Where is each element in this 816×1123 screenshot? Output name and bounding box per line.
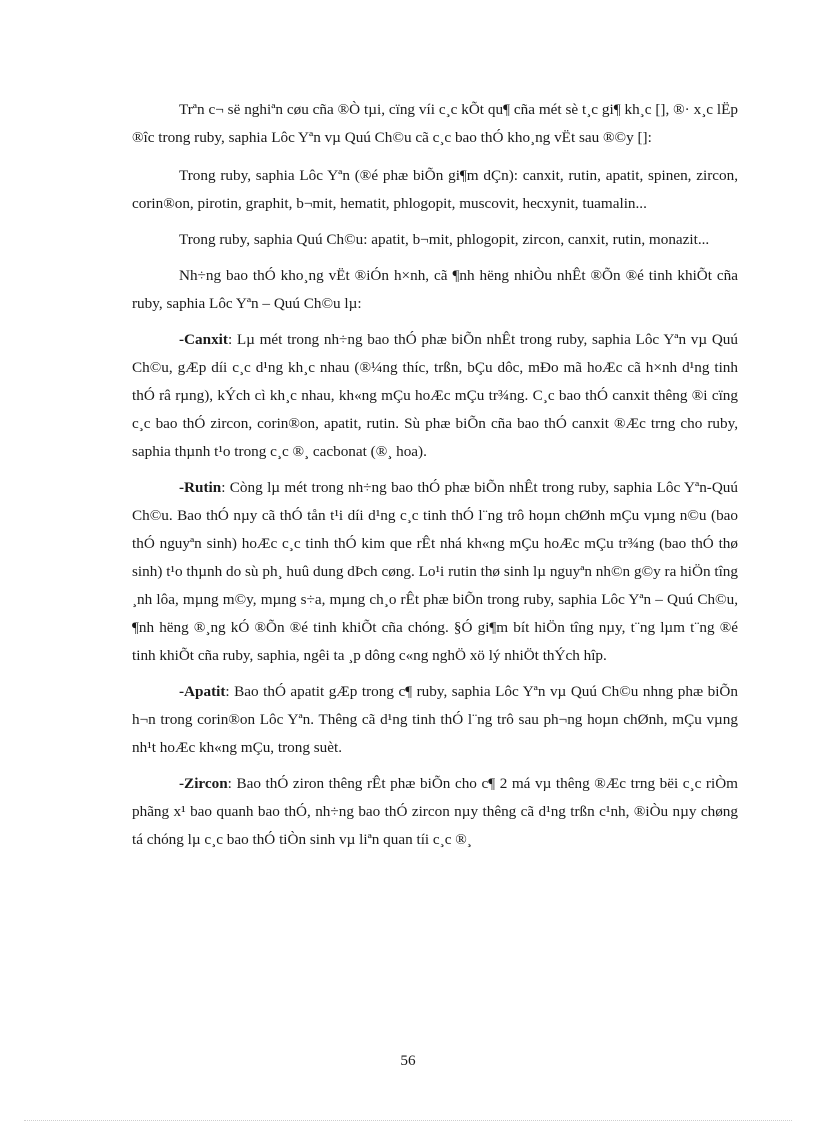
- paragraph-zircon-text: : Bao thÓ ziron thêng rÊt phæ biÕn cho c¶ 2 má vµ thêng ®Æc trng bëi c¸c riÒm phãng x¹ bao quanh bao thÓ, nh÷ng bao thÓ zircon nµy thêng cã d¹ng trßn c¹nh, ®iÒu nµy chøng tá chóng lµ c¸c bao thÓ tiÒn sinh vµ liªn quan tíi c¸c ®¸: [132, 775, 738, 848]
- paragraph-apatit: [132, 678, 738, 762]
- paragraph-typical-inclusions: [132, 262, 738, 318]
- page-body: [132, 96, 738, 862]
- paragraph-canxit: [132, 326, 738, 466]
- page-number: 56: [400, 1052, 416, 1069]
- term-apatit: -Apatit: [179, 683, 226, 700]
- paragraph-quy-chau-text: Trong ruby, saphia Quú Ch©u: apatit, b¬mit, phlogopit, zircon, canxit, rutin, monazit...: [179, 231, 710, 248]
- paragraph-intro: [132, 96, 738, 152]
- paragraph-apatit-text: : Bao thÓ apatit gÆp trong c¶ ruby, saphia Lôc Yªn vµ Quú Ch©u nhng phæ biÕn h¬n trong corin®on Lôc Yªn. Thêng cã d¹ng tinh thÓ l¨ng trô sau ph¬ng hoµn chØnh, mÇu vµng nh¹t hoÆc kh«ng mÇu, trong suèt.: [132, 683, 738, 756]
- term-canxit: -Canxit: [179, 331, 228, 348]
- paragraph-luc-yen-inclusions: [132, 162, 738, 218]
- paragraph-canxit-text: : Lµ mét trong nh÷ng bao thÓ phæ biÕn nhÊt trong ruby, saphia Lôc Yªn vµ Quú Ch©u, gÆp díi c¸c d¹ng kh¸c nhau (®¼ng thíc, trßn, bÇu dôc, mÐo mã hoÆc cã h×nh d¹ng tinh thÓ râ rµng), kÝch cì kh¸c nhau, kh«ng mÇu hoÆc mÇu tr¾ng. C¸c bao thÓ canxit thêng ®i cïng c¸c bao thÓ zircon, corin®on, apatit, rutin. Sù phæ biÕn cña bao thÓ canxit ®Æc trng cho ruby, saphia thµnh t¹o trong c¸c ®¸ cacbonat (®¸ hoa).: [132, 331, 738, 460]
- paragraph-quy-chau-inclusions: [132, 226, 738, 254]
- paragraph-luc-yen-text: Trong ruby, saphia Lôc Yªn (®é phæ biÕn gi¶m dÇn): canxit, rutin, apatit, spinen, zircon, corin®on, pirotin, graphit, b¬mit, hematit, phlogopit, muscovit, hecxynit, tuamalin...: [132, 167, 738, 212]
- paragraph-typical-text: Nh÷ng bao thÓ kho¸ng vËt ®iÓn h×nh, cã ¶nh hëng nhiÒu nhÊt ®Õn ®é tinh khiÕt cña ruby, saphia Lôc Yªn – Quú Ch©u lµ:: [132, 267, 738, 312]
- paragraph-rutin-text: : Còng lµ mét trong nh÷ng bao thÓ phæ biÕn nhÊt trong ruby, saphia Lôc Yªn-Quú Ch©u. Bao thÓ nµy cã thÓ tån t¹i díi d¹ng c¸c tinh thÓ l¨ng trô hoµn chØnh mÇu vµng n©u (bao thÓ nguyªn sinh) hoÆc c¸c tinh thÓ kim que rÊt nhá kh«ng mÇu hoÆc mÇu tr¾ng (bao thÓ thø sinh) t¹o thµnh do sù ph¸ huû dung dÞch cøng. Lo¹i rutin thø sinh lµ nguyªn nh©n g©y ra hiÖn tîng ¸nh lôa, mµng m©y, mµng s÷a, mµng ch¸o rÊt phæ biÕn trong ruby, saphia Lôc Yªn – Quú Ch©u, ¶nh hëng ®¸ng kÓ ®Õn ®é tinh khiÕt cña chóng. §Ó gi¶m bít hiÖn tîng nµy, t¨ng lµm t¨ng ®é tinh khiÕt cña ruby, saphia, ngêi ta ¸p dông c«ng nghÖ xö lý nhiÖt thÝch hîp.: [132, 479, 738, 664]
- paragraph-zircon: [132, 770, 738, 854]
- paragraph-rutin: [132, 474, 738, 670]
- page-bottom-rule: [24, 1120, 792, 1121]
- term-rutin: -Rutin: [179, 479, 222, 496]
- paragraph-intro-text: Trªn c¬ së nghiªn cøu cña ®Ò tµi, cïng víi c¸c kÕt qu¶ cña mét sè t¸c gi¶ kh¸c [], ®· x¸c lËp ®îc trong ruby, saphia Lôc Yªn vµ Quú Ch©u cã c¸c bao thÓ kho¸ng vËt sau ®©y []:: [132, 101, 738, 146]
- term-zircon: -Zircon: [179, 775, 228, 792]
